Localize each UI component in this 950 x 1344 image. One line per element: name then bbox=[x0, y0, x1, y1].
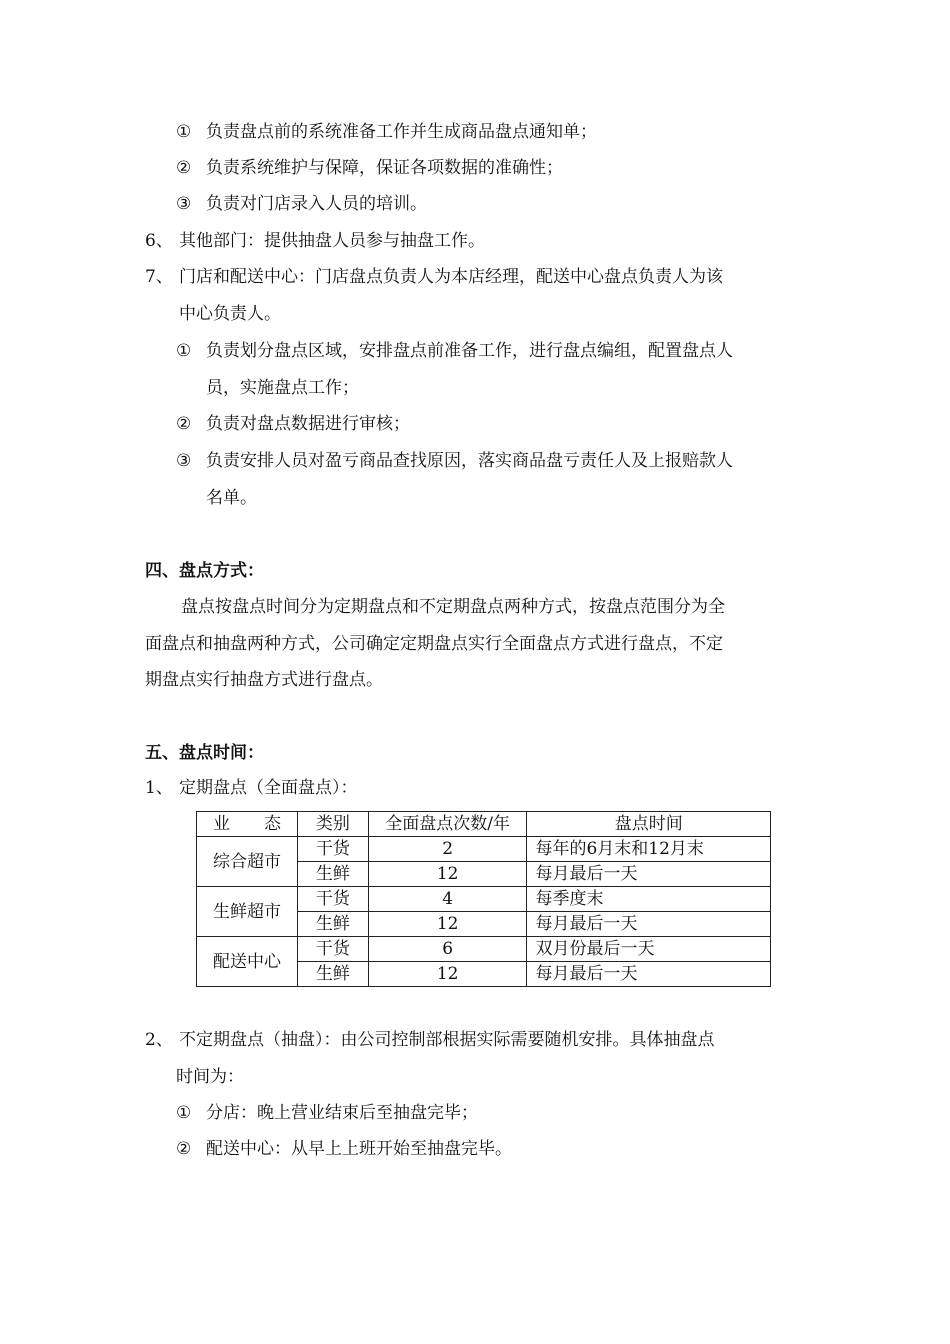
item-marker: ① bbox=[176, 1103, 192, 1123]
time-cell: 每月最后一天 bbox=[527, 862, 771, 887]
item-number: 2、 bbox=[145, 1030, 173, 1050]
count-cell: 12 bbox=[368, 962, 527, 987]
item-continuation: 员，实施盘点工作； bbox=[206, 378, 359, 398]
item-number: 1、 bbox=[145, 778, 173, 798]
item-marker: ① bbox=[176, 122, 192, 142]
numbered-item bbox=[145, 776, 358, 800]
paragraph-line: 盘点按盘点时间分为定期盘点和不定期盘点两种方式，按盘点范围分为全 bbox=[181, 597, 725, 617]
count-cell: 4 bbox=[368, 887, 527, 912]
list-item bbox=[176, 156, 563, 180]
item-text: 负责对盘点数据进行审核； bbox=[206, 414, 410, 434]
table-row bbox=[197, 837, 771, 862]
item-marker: ② bbox=[176, 414, 192, 434]
item-continuation: 中心负责人。 bbox=[179, 304, 281, 324]
category-cell: 干货 bbox=[297, 887, 368, 912]
category-cell: 干货 bbox=[297, 937, 368, 962]
time-cell: 每月最后一天 bbox=[527, 912, 771, 937]
item-text: 门店和配送中心：门店盘点负责人为本店经理，配送中心盘点负责人为该 bbox=[179, 267, 723, 287]
item-marker: ③ bbox=[176, 194, 192, 214]
category-cell: 干货 bbox=[297, 837, 368, 862]
list-item bbox=[176, 120, 597, 144]
business-type-cell: 配送中心 bbox=[197, 937, 298, 987]
item-text: 配送中心：从早上上班开始至抽盘完毕。 bbox=[206, 1139, 512, 1159]
numbered-item-6 bbox=[145, 229, 485, 253]
item-text: 其他部门：提供抽盘人员参与抽盘工作。 bbox=[179, 231, 485, 251]
item-number: 7、 bbox=[145, 267, 173, 287]
item-text: 负责盘点前的系统准备工作并生成商品盘点通知单； bbox=[206, 122, 597, 142]
business-type-cell: 综合超市 bbox=[197, 837, 298, 887]
table-header-row bbox=[197, 812, 771, 837]
table-row bbox=[197, 887, 771, 912]
item-marker: ③ bbox=[176, 451, 192, 471]
numbered-item-7 bbox=[145, 265, 723, 289]
table-header: 盘点时间 bbox=[527, 812, 771, 837]
item-text: 负责划分盘点区域，安排盘点前准备工作，进行盘点编组，配置盘点人 bbox=[206, 341, 733, 361]
table-header: 类别 bbox=[297, 812, 368, 837]
category-cell: 生鲜 bbox=[297, 912, 368, 937]
list-item bbox=[176, 192, 427, 216]
count-cell: 2 bbox=[368, 837, 527, 862]
category-cell: 生鲜 bbox=[297, 862, 368, 887]
business-type-cell: 生鲜超市 bbox=[197, 887, 298, 937]
item-text: 定期盘点（全面盘点）： bbox=[179, 778, 358, 798]
list-item bbox=[176, 1101, 478, 1125]
section-heading: 五、盘点时间： bbox=[145, 743, 264, 763]
count-cell: 6 bbox=[368, 937, 527, 962]
time-cell: 双月份最后一天 bbox=[527, 937, 771, 962]
list-item bbox=[176, 1137, 512, 1161]
list-item bbox=[176, 412, 410, 436]
item-text: 负责安排人员对盈亏商品查找原因，落实商品盘亏责任人及上报赔款人 bbox=[206, 451, 733, 471]
time-cell: 每年的6月末和12月末 bbox=[527, 837, 771, 862]
count-cell: 12 bbox=[368, 862, 527, 887]
category-cell: 生鲜 bbox=[297, 962, 368, 987]
time-cell: 每季度末 bbox=[527, 887, 771, 912]
section-heading: 四、盘点方式： bbox=[145, 561, 264, 581]
paragraph-line: 期盘点实行抽盘方式进行盘点。 bbox=[145, 670, 383, 690]
item-text: 不定期盘点（抽盘）：由公司控制部根据实际需要随机安排。具体抽盘点 bbox=[179, 1030, 715, 1050]
table-header: 业 态 bbox=[197, 812, 298, 837]
item-continuation: 名单。 bbox=[206, 488, 257, 508]
list-item bbox=[176, 449, 733, 473]
item-marker: ② bbox=[176, 158, 192, 178]
count-cell: 12 bbox=[368, 912, 527, 937]
table-row bbox=[197, 937, 771, 962]
inventory-schedule-table bbox=[196, 811, 771, 987]
item-number: 6、 bbox=[145, 231, 173, 251]
list-item bbox=[176, 339, 733, 363]
item-text: 负责系统维护与保障，保证各项数据的准确性； bbox=[206, 158, 563, 178]
paragraph-line: 面盘点和抽盘两种方式，公司确定定期盘点实行全面盘点方式进行盘点，不定 bbox=[145, 634, 723, 654]
item-continuation: 时间为： bbox=[176, 1067, 244, 1087]
table-header: 全面盘点次数/年 bbox=[368, 812, 527, 837]
item-marker: ② bbox=[176, 1139, 192, 1159]
item-text: 负责对门店录入人员的培训。 bbox=[206, 194, 427, 214]
time-cell: 每月最后一天 bbox=[527, 962, 771, 987]
item-marker: ① bbox=[176, 341, 192, 361]
item-text: 分店：晚上营业结束后至抽盘完毕； bbox=[206, 1103, 478, 1123]
numbered-item bbox=[145, 1028, 715, 1052]
